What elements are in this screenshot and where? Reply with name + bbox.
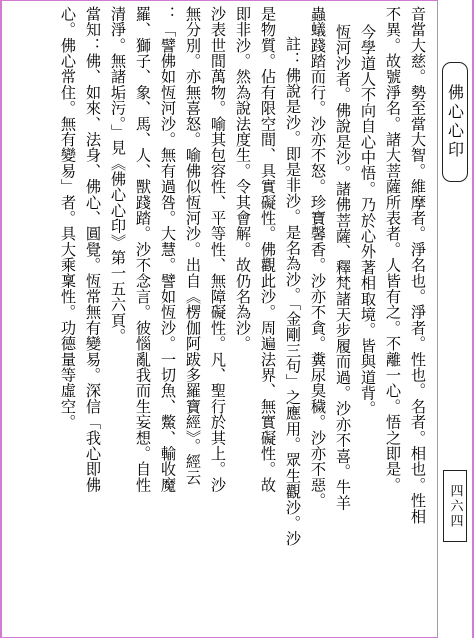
text-column: 不異。故號淨名。諸大菩薩所表者。人皆有之。不離一心。悟之即是。 [384, 6, 402, 493]
text-column: 即非沙。然為說法度生。令其會解。故仍名為沙。 [234, 6, 252, 352]
page-border-right [437, 0, 438, 638]
text-column: 蟲蟻踐踏而行。沙亦不怒。珍寶馨香。沙亦不貪。糞尿臭穢。沙亦不惡。 [309, 6, 327, 509]
text-column: 當知：佛、如來、法身、佛心、圓覺。恆常無有變易。深信「我心即佛 [84, 6, 102, 493]
body-text [6, 6, 430, 630]
page-border-left [0, 0, 2, 638]
text-column: 今學道人不向自心中悟。乃於心外著相取境。皆與道背。 [359, 24, 377, 417]
text-column: 恆河沙者。佛說是沙。諸佛菩薩、釋梵諸天步履而過。沙亦不喜。牛羊 [334, 24, 352, 511]
side-border [472, 0, 474, 638]
text-column: 清淨。無諸垢污。」見《佛心心印》第一五六頁。 [109, 6, 127, 344]
text-column: 無分別。亦無喜怒。喻佛似恆河沙。出自《楞伽阿跋多羅寶經》。經云 [184, 6, 202, 486]
page-border-top [0, 0, 438, 1]
text-column: 沙表世間萬物。喻其包容性、平等性、無障礙性。凡、聖行於其上。沙 [209, 6, 227, 493]
running-title-box [442, 62, 468, 182]
page-number-box [443, 470, 467, 542]
text-column: 註：佛說是沙。即是非沙。是名為沙。「金剛三句」之應用。眾生觀沙。沙 [284, 36, 302, 547]
text-column: 是物質。佔有限空間、具實礙性。佛觀此沙。周遍法界、無實礙性。故 [259, 6, 277, 493]
text-column: ：「譬佛如恆河沙。無有過咎。大慧。譬如恆沙。一切魚、鱉、輸收魔 [159, 6, 177, 493]
page-number: 四六四 [447, 483, 463, 529]
running-title: 佛心心印 [445, 84, 465, 160]
text-column: 音當大慈。勢至當大智。維摩者。淨名也。淨者。性也。名者。相也。性相 [409, 6, 427, 525]
text-column: 心。佛心常住。無有變易」者。具大乘稟性。功德量等虛空。 [59, 6, 77, 430]
text-column: 羅、獅子、象、馬、人、獸踐踏。沙不念言。彼惱亂我而生妄想。自性 [134, 6, 152, 493]
